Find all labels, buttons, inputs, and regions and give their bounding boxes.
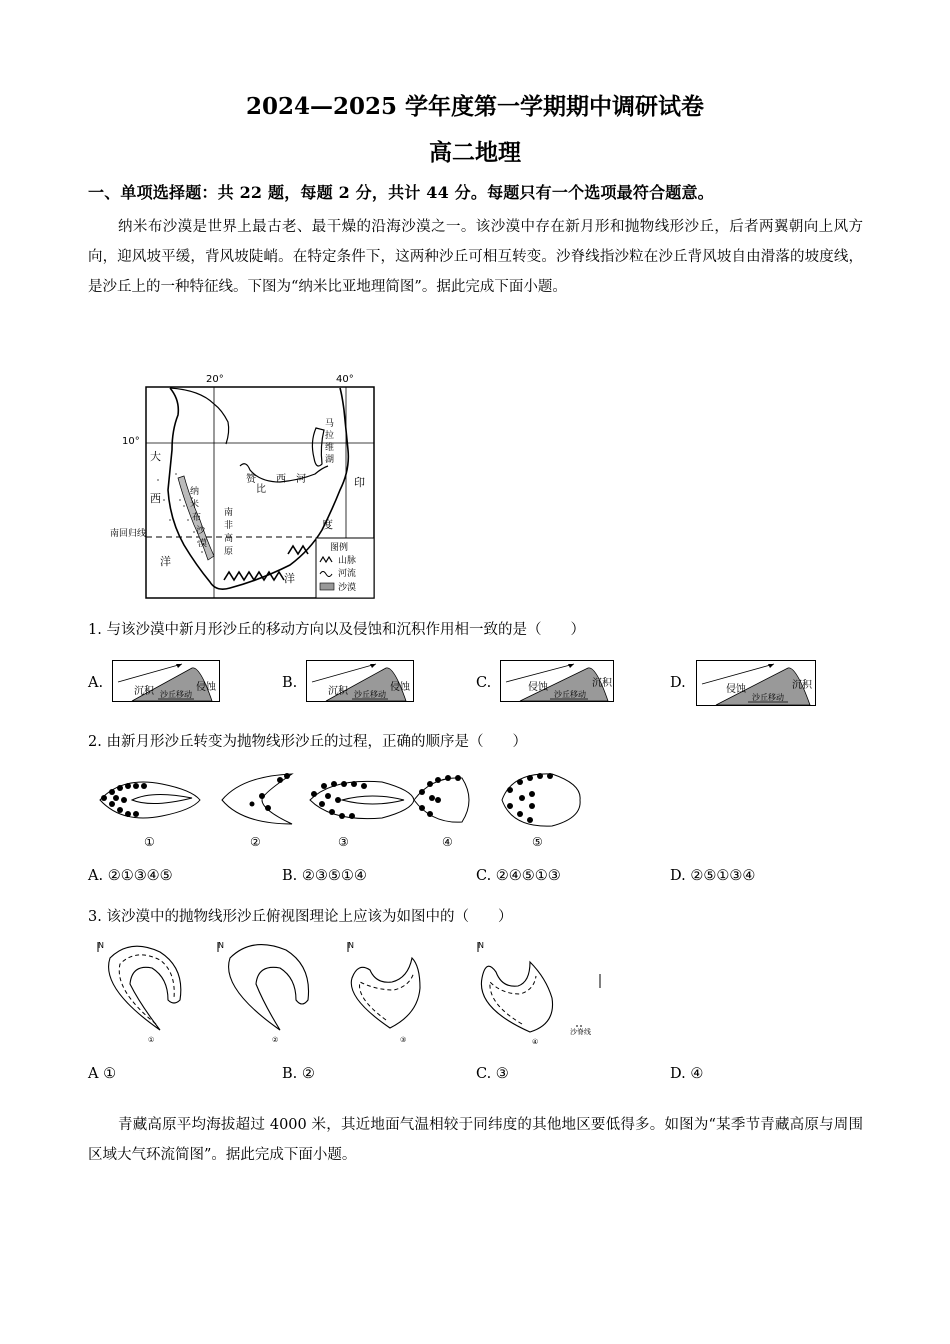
- map-atlantic-1: 大: [150, 450, 161, 463]
- q2-dune-1: [100, 782, 200, 849]
- map-plateau-1: 南: [224, 508, 234, 518]
- q2-dune-4: [414, 775, 469, 849]
- map-zambezi-4: 河: [296, 474, 306, 485]
- map-plateau-2: 非: [224, 521, 234, 531]
- map-legend-river: 河流: [338, 569, 357, 579]
- q2-fig-label-2: ②: [250, 835, 261, 849]
- q1-d-left: 侵蚀: [726, 684, 746, 695]
- q1-option-a-figure: [112, 660, 220, 702]
- q3-north-1: N: [98, 941, 104, 950]
- map-namib-4: 沙: [196, 526, 206, 536]
- q2-fig-label-1: ①: [144, 835, 155, 849]
- q1-option-c-label: C.: [476, 675, 492, 691]
- q1-d-move: 沙丘移动: [752, 693, 784, 702]
- map-namib-1: 纳: [190, 487, 200, 497]
- q2-dune-figures: [92, 764, 592, 856]
- map-malawi-1: 马: [325, 419, 335, 429]
- map-namib-3: 布: [192, 513, 202, 523]
- q3-option-c[interactable]: C. ③: [476, 1066, 509, 1082]
- q3-option-b[interactable]: B. ②: [282, 1066, 315, 1082]
- q3-option-a[interactable]: A ①: [88, 1066, 117, 1082]
- q1-c-right: 沉积: [592, 678, 612, 689]
- map-namib-2: 米: [190, 500, 200, 510]
- q3-fig-label-4: ④: [532, 1038, 539, 1046]
- q2-fig-label-5: ⑤: [532, 835, 543, 849]
- map-zambezi-1: 赞: [246, 474, 256, 485]
- q1-b-left: 沉积: [328, 686, 348, 697]
- map-zambezi-2: 比: [256, 484, 266, 495]
- q3-north-2: N: [218, 941, 224, 950]
- q2-option-d[interactable]: D. ②⑤①③④: [670, 868, 756, 884]
- q2-option-a[interactable]: A. ②①③④⑤: [88, 868, 173, 884]
- q3-dune-figures: [90, 938, 610, 1048]
- q3-option-d[interactable]: D. ④: [670, 1066, 704, 1082]
- map-legend-mountain: 山脉: [338, 556, 357, 566]
- map-namib-5: 漠: [198, 539, 208, 549]
- map-lon-20: 20°: [206, 374, 224, 385]
- map-plateau-4: 原: [224, 547, 234, 557]
- q2-stem: 2. 由新月形沙丘转变为抛物线形沙丘的过程，正确的顺序是（ ）: [88, 734, 527, 750]
- map-indian-1: 印: [354, 476, 365, 489]
- q3-parabolic-3: [348, 941, 420, 1044]
- exam-title: 2024—2025 学年度第一学期期中调研试卷: [245, 93, 705, 120]
- map-malawi-2: 拉: [325, 431, 335, 441]
- q1-d-right: 沉积: [792, 680, 812, 691]
- q3-legend-ridge: 沙脊线: [570, 1028, 591, 1036]
- q3-parabolic-1: [98, 941, 181, 1044]
- map-zambezi-3: 西: [276, 474, 286, 485]
- q1-option-d-figure: [696, 660, 816, 706]
- q2-fig-label-4: ④: [442, 835, 453, 849]
- section-heading: 一、单项选择题：共 22 题，每题 2 分，共计 44 分。每题只有一个选项最符合题意。: [88, 183, 714, 202]
- subject-title: 高二地理: [429, 139, 521, 166]
- q2-fig-label-3: ③: [338, 835, 349, 849]
- map-plateau-3: 高: [224, 534, 234, 544]
- q1-option-b-label: B.: [282, 675, 298, 691]
- q2-option-b[interactable]: B. ②③⑤①④: [282, 868, 367, 884]
- q1-option-a-label: A.: [88, 675, 104, 691]
- q1-option-b-figure: [306, 660, 414, 702]
- map-lat-10: 10°: [122, 436, 140, 447]
- map-malawi-3: 维: [325, 443, 335, 453]
- q2-option-c[interactable]: C. ②④⑤①③: [476, 868, 561, 884]
- q2-dune-5: [502, 773, 580, 849]
- q1-a-move: 沙丘移动: [160, 690, 192, 699]
- passage-tibet: 青藏高原平均海拔超过 4000 米，其近地面气温相较于同纬度的其他地区要低得多。如图为“某季节青藏高原与周围区域大气环流简图”。据此完成下面小题。: [88, 1117, 863, 1163]
- q1-b-move: 沙丘移动: [354, 690, 386, 699]
- q3-north-3: N: [348, 941, 354, 950]
- q1-option-d-label: D.: [670, 675, 686, 691]
- q1-a-left: 沉积: [134, 686, 154, 697]
- q3-fig-label-1: ①: [148, 1036, 155, 1044]
- q3-stem: 3. 该沙漠中的抛物线形沙丘俯视图理论上应该为如图中的（ ）: [88, 909, 513, 925]
- q3-parabolic-4: [478, 941, 553, 1046]
- map-legend-title: 图例: [330, 543, 349, 553]
- q3-parabolic-2: [218, 941, 309, 1044]
- namibia-map: [110, 370, 380, 602]
- map-indian-2: 度: [322, 518, 333, 531]
- map-malawi-4: 湖: [325, 455, 335, 465]
- q1-c-move: 沙丘移动: [554, 690, 586, 699]
- q2-dune-3: [310, 781, 414, 849]
- map-atlantic-3: 洋: [160, 555, 171, 568]
- map-lon-40: 40°: [336, 374, 354, 385]
- map-tropic-label: 南回归线: [110, 529, 147, 539]
- map-atlantic-2: 西: [150, 492, 161, 505]
- q1-option-c-figure: [500, 660, 614, 702]
- q3-fig-label-3: ③: [400, 1036, 407, 1044]
- map-indian-3: 洋: [284, 572, 295, 585]
- q1-stem: 1. 与该沙漠中新月形沙丘的移动方向以及侵蚀和沉积作用相一致的是（ ）: [88, 622, 585, 638]
- map-legend-desert: 沙漠: [338, 583, 357, 593]
- q1-a-right: 侵蚀: [196, 682, 216, 693]
- q3-north-4: N: [478, 941, 484, 950]
- passage-namib: 纳米布沙漠是世界上最古老、最干燥的沿海沙漠之一。该沙漠中存在新月形和抛物线形沙丘，后者两翼朝向上风方向，迎风坡平缓，背风坡陡峭。在特定条件下，这两种沙丘可相互转变。沙脊线指沙粒在沙丘背风坡自由滑落的坡度线，是沙丘上的一种特征线。下图为“纳米比亚地理简图”。据此完成下面小题。: [88, 219, 863, 295]
- q1-b-right: 侵蚀: [390, 682, 410, 693]
- q1-c-left: 侵蚀: [528, 682, 548, 693]
- q2-dune-2: [222, 773, 292, 849]
- q3-fig-label-2: ②: [272, 1036, 279, 1044]
